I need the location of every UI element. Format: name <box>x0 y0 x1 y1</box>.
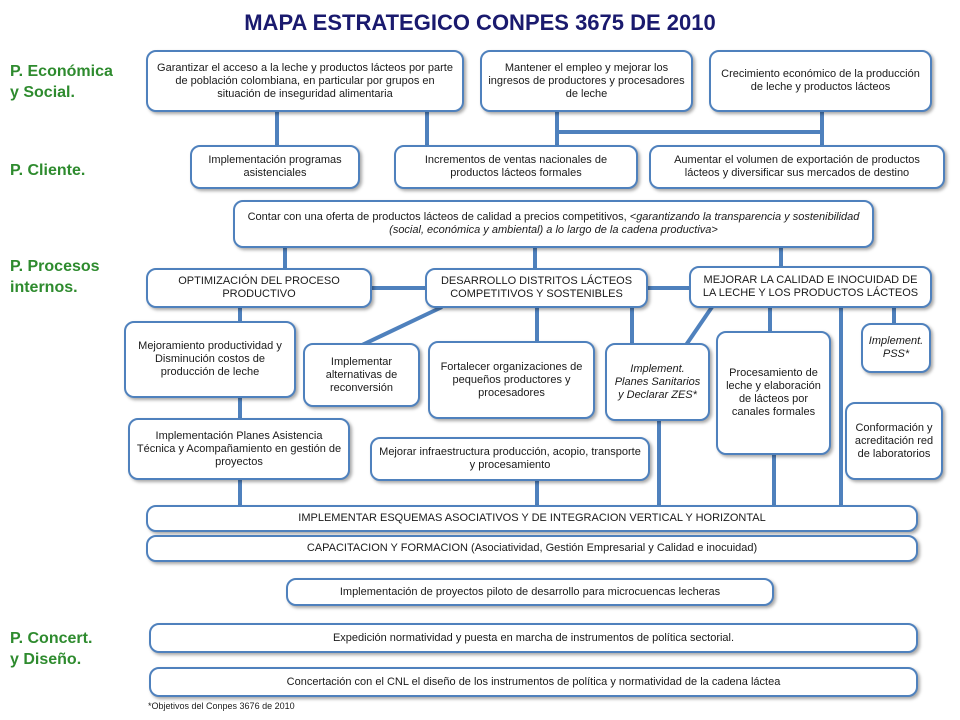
objective-programas-asistenciales[interactable] <box>190 145 360 189</box>
objective-label: Implementación programas asistenciales <box>208 154 342 179</box>
objective-label: Garantizar el acceso a la leche y productos lácteos por parte de población colombiana, en particular por grupos en situación de inseguridad alimentaria <box>157 61 453 100</box>
objective-mejorar-infraestructura[interactable] <box>370 437 650 481</box>
perspective-economica: P. Económica y Social. <box>10 63 113 101</box>
connector <box>362 307 442 345</box>
process-distritos-lacteos[interactable] <box>425 268 648 308</box>
objective-label: Incrementos de ventas nacionales de productos lácteos formales <box>424 154 608 179</box>
objective-label: Implementación de proyectos piloto de desarrollo para microcuencas lecheras <box>339 585 721 598</box>
connector <box>686 307 712 345</box>
oferta-italic-text: <garantizando la transparencia y sostenibilidad (social, económica y ambiental) a lo largo de la cadena productiva> <box>389 211 860 236</box>
page-title: MAPA ESTRATEGICO CONPES 3675 DE 2010 <box>244 10 716 35</box>
objective-garantizar-acceso[interactable] <box>146 50 464 112</box>
objective-label: Mejoramiento productividad y Disminución costos de producción de leche <box>138 340 282 378</box>
objective-label: Aumentar el volumen de exportación de productos lácteos y diversificar sus mercados de destino <box>674 154 920 179</box>
footnote: *Objetivos del Conpes 3676 de 2010 <box>148 701 295 711</box>
objective-crecimiento[interactable] <box>709 50 932 112</box>
objective-oferta-calidad[interactable] <box>233 200 874 248</box>
objective-alternativas-reconversion[interactable] <box>303 343 420 407</box>
objective-label: Procesamiento de leche y elaboración de lácteos por canales formales <box>726 367 821 418</box>
objective-esquemas-asociativos[interactable] <box>146 505 918 532</box>
objective-label: Implementación Planes Asistencia Técnica y Acompañamiento en gestión de proyectos <box>136 429 342 468</box>
objective-label: OPTIMIZACIÓN DEL PROCESO PRODUCTIVO <box>178 275 340 300</box>
process-mejorar-calidad[interactable] <box>689 266 932 308</box>
objective-procesamiento-leche[interactable] <box>716 331 831 455</box>
objective-pss[interactable] <box>861 323 931 373</box>
objective-aumentar-exportacion[interactable] <box>649 145 945 189</box>
objective-label: IMPLEMENTAR ESQUEMAS ASOCIATIVOS Y DE INTEGRACION VERTICAL Y HORIZONTAL <box>298 512 766 524</box>
oferta-text: Contar con una oferta de productos lácteos de calidad a precios competitivos, <box>247 211 630 223</box>
objective-planes-sanitarios[interactable] <box>605 343 710 421</box>
objective-label: CAPACITACION Y FORMACION (Asociatividad, Gestión Empresarial y Calidad e inocuidad) <box>306 542 758 554</box>
perspective-procesos: P. Procesos internos. <box>10 258 100 296</box>
objective-fortalecer-organizaciones[interactable] <box>428 341 595 419</box>
objective-red-laboratorios[interactable] <box>845 402 943 480</box>
objective-concertacion-cnl[interactable] <box>149 667 918 697</box>
objective-incrementos-ventas[interactable] <box>394 145 638 189</box>
process-optimizacion[interactable] <box>146 268 372 308</box>
objective-proyectos-piloto[interactable] <box>286 578 774 606</box>
objective-label: Fortalecer organizaciones de pequeños productores y procesadores <box>440 360 583 399</box>
objective-label: Conformación y acreditación red de laboratorios <box>854 421 934 460</box>
objective-normatividad[interactable] <box>149 623 918 653</box>
perspective-concertacion: P. Concert. y Diseño. <box>10 630 93 668</box>
objective-label: Implement. PSS* <box>868 335 924 360</box>
objective-label: Crecimiento económico de la producción de leche y productos lácteos <box>721 68 920 93</box>
objective-mantener-empleo[interactable] <box>480 50 693 112</box>
objective-label: Mantener el empleo y mejorar los ingresos de productores y procesadores de leche <box>488 61 685 100</box>
objective-label: Concertación con el CNL el diseño de los instrumentos de política y normatividad de la cadena láctea <box>286 675 781 688</box>
objective-label: Expedición normatividad y puesta en marcha de instrumentos de política sectorial. <box>332 631 735 644</box>
objective-label <box>241 211 866 237</box>
objective-label: DESARROLLO DISTRITOS LÁCTEOS COMPETITIVOS Y SOSTENIBLES <box>440 275 633 300</box>
objective-label: MEJORAR LA CALIDAD E INOCUIDAD DE LA LECHE Y LOS PRODUCTOS LÁCTEOS <box>702 274 919 299</box>
objective-capacitacion[interactable] <box>146 535 918 562</box>
objective-label: Implementar alternativas de reconversión <box>325 355 398 394</box>
objective-asistencia-tecnica[interactable] <box>128 418 350 480</box>
objective-label: Implement. Planes Sanitarios y Declarar ZES* <box>614 362 701 401</box>
objective-label: Mejorar infraestructura producción, acopio, transporte y procesamiento <box>379 446 641 471</box>
perspective-cliente: P. Cliente. <box>10 162 86 179</box>
objective-mejoramiento-productividad[interactable] <box>124 321 296 398</box>
